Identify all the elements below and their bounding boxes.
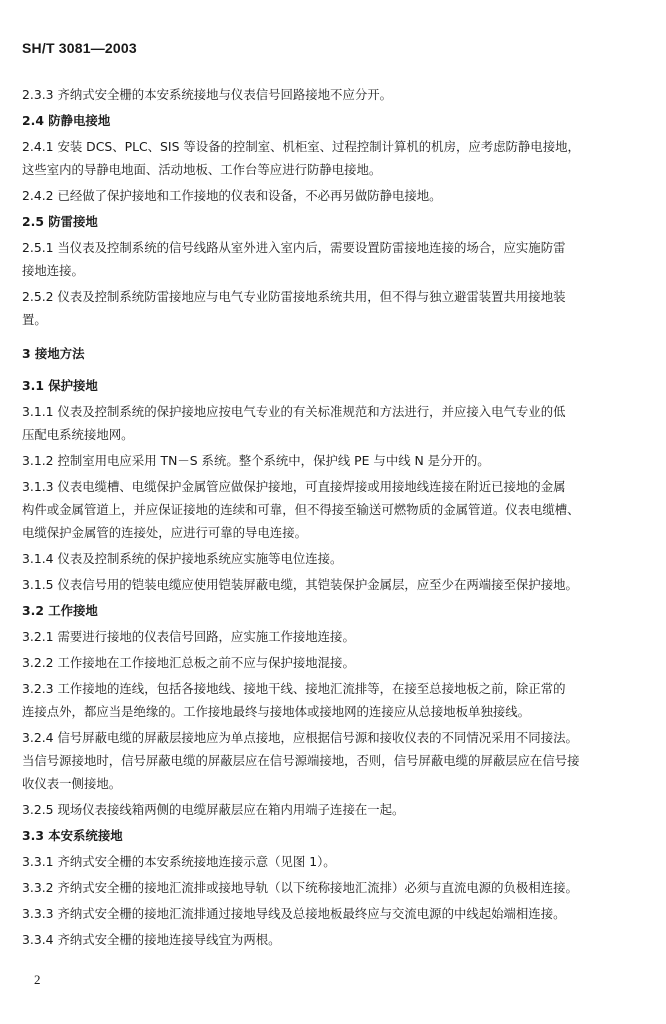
text-line: 3.2.2 工作接地在工作接地汇总板之前不应与保护接地混接。: [22, 655, 355, 670]
text-line: 构件或金属管道上，并应保证接地的连续和可靠，但不得接至输送可燃物质的金属管道。仪表电缆槽、: [22, 502, 580, 517]
text-line: 连接点外，都应当是绝缘的。工作接地最终与接地体或接地网的连接应从总接地板单独接线。: [22, 704, 531, 719]
text-line: 压配电系统接地网。: [22, 427, 134, 442]
clause-paragraph: [22, 652, 630, 674]
text-line: 2.5.1 当仪表及控制系统的信号线路从室外进入室内后，需要设置防雷接地连接的场合，应实施防雷: [22, 240, 566, 255]
text-line: 2.5.2 仪表及控制系统防雷接地应与电气专业防雷接地系统共用，但不得与独立避雷装置共用接地装: [22, 289, 566, 304]
clause-paragraph: [22, 237, 630, 282]
clause-paragraph: [22, 185, 630, 207]
text-line: 2.4 防静电接地: [22, 113, 111, 128]
text-line: 这些室内的导静电地面、活动地板、工作台等应进行防静电接地。: [22, 162, 382, 177]
document-body: [22, 84, 630, 955]
text-line: 置。: [22, 312, 47, 327]
text-line: 3.2.4 信号屏蔽电缆的屏蔽层接地应为单点接地，应根据信号源和接收仪表的不同情况采用不同接法。: [22, 730, 578, 745]
section-heading: [22, 110, 630, 132]
text-line: 3.3.3 齐纳式安全栅的接地汇流排通过接地导线及总接地板最终应与交流电源的中线起始端相连接。: [22, 906, 566, 921]
clause-paragraph: [22, 851, 630, 873]
page-number: 2: [34, 972, 41, 987]
text-line: 收仪表一侧接地。: [22, 776, 122, 791]
clause-paragraph: [22, 286, 630, 331]
text-line: 3.1.5 仪表信号用的铠装电缆应使用铠装屏蔽电缆，其铠装保护金属层，应至少在两端接至保护接地。: [22, 577, 578, 592]
section-heading: [22, 375, 630, 397]
text-line: 3 接地方法: [22, 346, 85, 361]
clause-paragraph: [22, 799, 630, 821]
text-line: 3.1.4 仪表及控制系统的保护接地系统应实施等电位连接。: [22, 551, 343, 566]
text-line: 3.3.4 齐纳式安全栅的接地连接导线宜为两根。: [22, 932, 281, 947]
clause-paragraph: [22, 548, 630, 570]
text-line: 3.1 保护接地: [22, 378, 98, 393]
clause-paragraph: [22, 136, 630, 181]
clause-paragraph: [22, 929, 630, 951]
clause-paragraph: [22, 727, 630, 795]
section-heading: [22, 211, 630, 233]
text-line: 接地连接。: [22, 263, 84, 278]
clause-paragraph: [22, 903, 630, 925]
text-line: 2.3.3 齐纳式安全栅的本安系统接地与仪表信号回路接地不应分开。: [22, 87, 393, 102]
document-id-header: SH/T 3081—2003: [22, 40, 137, 56]
clause-paragraph: [22, 401, 630, 446]
clause-paragraph: [22, 626, 630, 648]
text-line: 3.2.3 工作接地的连线，包括各接地线、接地干线、接地汇流排等，在接至总接地板之前，除正常的: [22, 681, 566, 696]
text-line: 3.1.1 仪表及控制系统的保护接地应按电气专业的有关标准规范和方法进行，并应接入电气专业的低: [22, 404, 566, 419]
text-line: 3.2.1 需要进行接地的仪表信号回路，应实施工作接地连接。: [22, 629, 355, 644]
clause-paragraph: [22, 450, 630, 472]
text-line: 当信号源接地时，信号屏蔽电缆的屏蔽层应在信号源端接地，否则，信号屏蔽电缆的屏蔽层应在信号接: [22, 753, 580, 768]
section-heading: [22, 825, 630, 847]
clause-paragraph: [22, 574, 630, 596]
chapter-heading: [22, 343, 630, 365]
text-line: 3.1.3 仪表电缆槽、电缆保护金属管应做保护接地，可直接焊接或用接地线连接在附近已接地的金属: [22, 479, 566, 494]
text-line: 电缆保护金属管的连接处，应进行可靠的导电连接。: [22, 525, 307, 540]
clause-paragraph: [22, 84, 630, 106]
text-line: 2.5 防雷接地: [22, 214, 98, 229]
text-line: 3.2.5 现场仪表接线箱两侧的电缆屏蔽层应在箱内用端子连接在一起。: [22, 802, 405, 817]
clause-paragraph: [22, 877, 630, 899]
text-line: 3.1.2 控制室用电应采用 TN－S 系统。整个系统中，保护线 PE 与中线 N 是分开的。: [22, 453, 490, 468]
clause-paragraph: [22, 476, 630, 544]
text-line: 3.3 本安系统接地: [22, 828, 123, 843]
text-line: 3.2 工作接地: [22, 603, 98, 618]
text-line: 2.4.2 已经做了保护接地和工作接地的仪表和设备，不必再另做防静电接地。: [22, 188, 442, 203]
text-line: 2.4.1 安装 DCS、PLC、SIS 等设备的控制室、机柜室、过程控制计算机的机房，应考虑防静电接地，: [22, 139, 580, 154]
clause-paragraph: [22, 678, 630, 723]
text-line: 3.3.1 齐纳式安全栅的本安系统接地连接示意（见图 1）。: [22, 854, 336, 869]
section-heading: [22, 600, 630, 622]
text-line: 3.3.2 齐纳式安全栅的接地汇流排或接地导轨（以下统称接地汇流排）必须与直流电源的负极相连接。: [22, 880, 578, 895]
